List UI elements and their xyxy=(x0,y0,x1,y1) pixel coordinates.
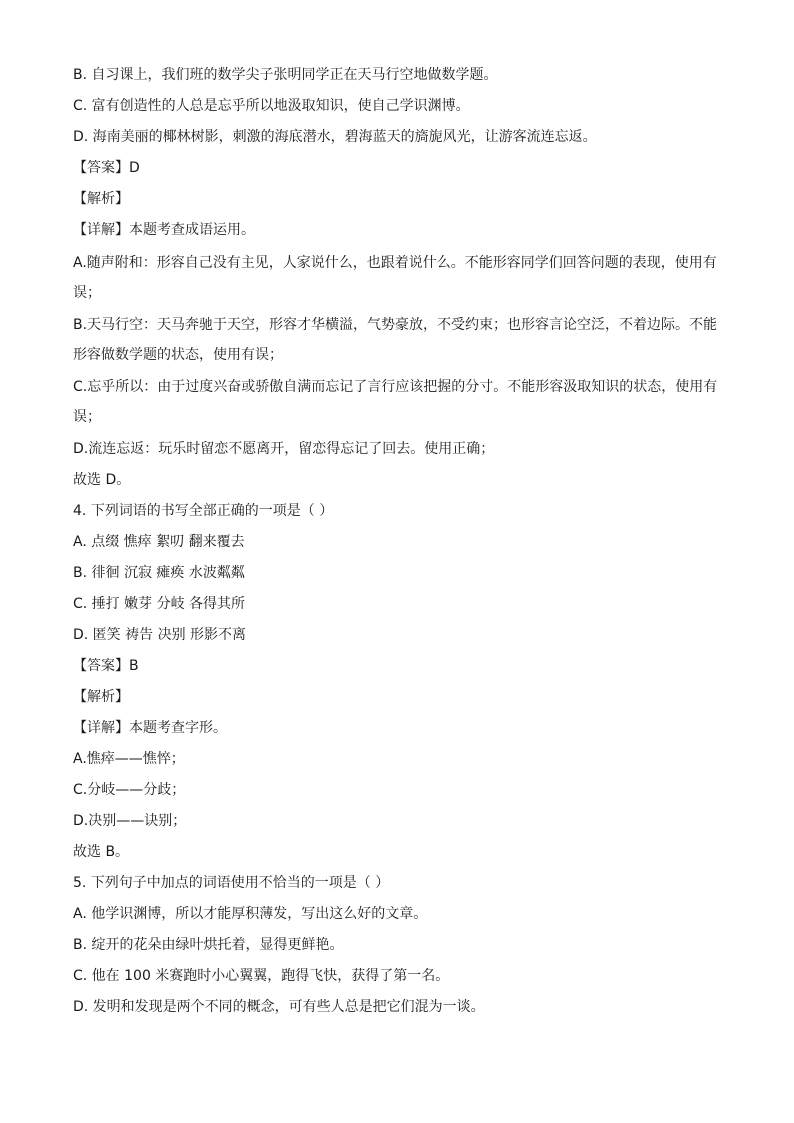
q3-explain-b-line2: 形容做数学题的状态，使用有误； xyxy=(73,347,283,363)
q4-detail: 【详解】本题考查字形。 xyxy=(73,720,227,736)
q3-option-c: C. 富有创造性的人总是忘乎所以地汲取知识，使自己学识渊博。 xyxy=(73,98,470,114)
q4-analysis-heading: 【解析】 xyxy=(73,689,129,705)
q4-option-c: C. 捶打 嫩芽 分岐 各得其所 xyxy=(73,596,246,612)
q3-option-b: B. 自习课上，我们班的数学尖子张明同学正在天马行空地做数学题。 xyxy=(73,67,498,83)
q4-fix-c: C.分岐——分歧； xyxy=(73,782,186,798)
q4-stem: 4. 下列词语的书写全部正确的一项是（ ） xyxy=(73,503,334,519)
q5-option-d: D. 发明和发现是两个不同的概念，可有些人总是把它们混为一谈。 xyxy=(73,999,485,1015)
q3-detail: 【详解】本题考查成语运用。 xyxy=(73,222,255,238)
q3-explain-a-line1: A.随声附和：形容自己没有主见，人家说什么，也跟着说什么。不能形容同学们回答问题的表现，使用有 xyxy=(73,255,717,271)
q3-explain-b-line1: B.天马行空：天马奔驰于天空，形容才华横溢，气势豪放，不受约束；也形容言论空泛，不着边际。不能 xyxy=(73,317,718,333)
q4-option-b: B. 徘徊 沉寂 瘫痪 水波粼粼 xyxy=(73,565,245,581)
q4-conclusion: 故选 B。 xyxy=(73,844,130,860)
q4-option-a: A. 点缀 憔瘁 絮叨 翻来覆去 xyxy=(73,534,245,550)
q5-option-c: C. 他在 100 米赛跑时小心翼翼，跑得飞快，获得了第一名。 xyxy=(73,968,450,984)
q5-option-b: B. 绽开的花朵由绿叶烘托着，显得更鲜艳。 xyxy=(73,937,344,953)
q3-option-d: D. 海南美丽的椰林树影，刺激的海底潜水，碧海蓝天的旖旎风光，让游客流连忘返。 xyxy=(73,129,597,145)
q3-answer: 【答案】D xyxy=(73,160,140,176)
q3-explain-c-line2: 误； xyxy=(73,409,101,425)
q4-option-d: D. 匿笑 祷告 决别 形影不离 xyxy=(73,627,247,643)
q3-explain-a-line2: 误； xyxy=(73,285,101,301)
q3-analysis-heading: 【解析】 xyxy=(73,191,129,207)
q4-fix-a: A.憔瘁——憔悴； xyxy=(73,751,185,767)
q4-fix-d: D.决别——诀别； xyxy=(73,813,187,829)
q4-answer: 【答案】B xyxy=(73,658,139,674)
q5-option-a: A. 他学识渊博，所以才能厚积薄发，写出这么好的文章。 xyxy=(73,906,428,922)
q3-explain-d: D.流连忘返：玩乐时留恋不愿离开，留恋得忘记了回去。使用正确； xyxy=(73,441,495,457)
q3-explain-c-line1: C.忘乎所以：由于过度兴奋或骄傲自满而忘记了言行应该把握的分寸。不能形容汲取知识的状态，使用有 xyxy=(73,379,718,395)
q5-stem: 5. 下列句子中加点的词语使用不恰当的一项是（ ） xyxy=(73,875,390,891)
q3-conclusion: 故选 D。 xyxy=(73,472,131,488)
